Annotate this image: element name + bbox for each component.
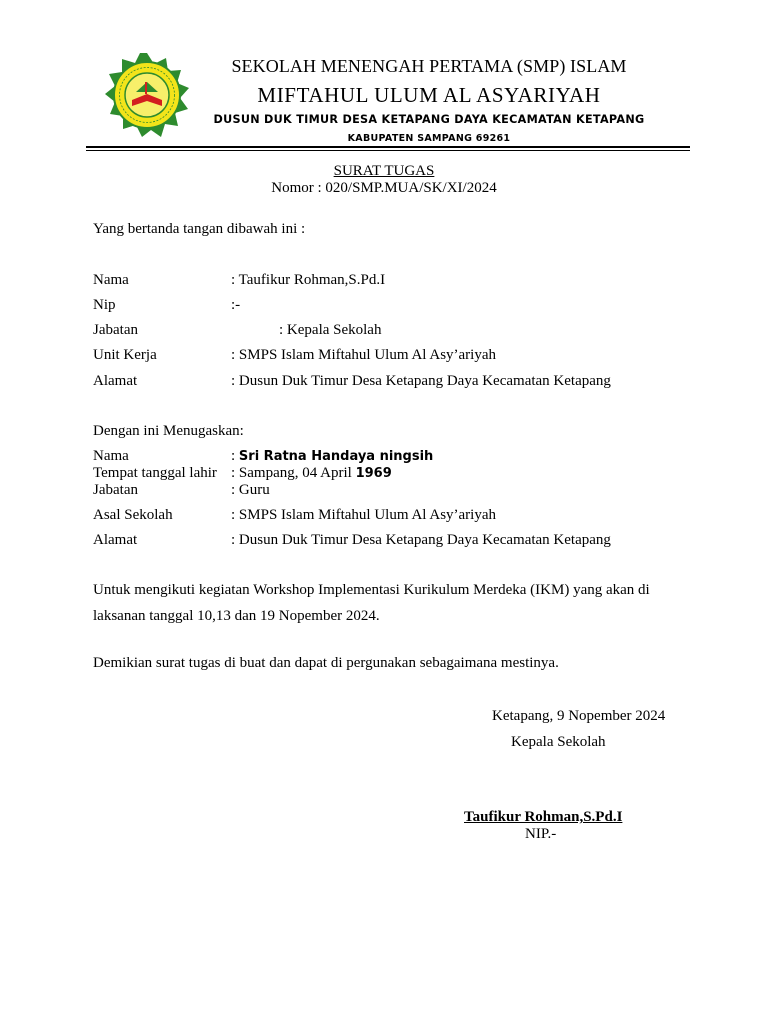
header-divider-thin [86, 150, 690, 151]
assignee-name-text: Sri Ratna Handaya ningsih [238, 449, 434, 464]
signer-unit-label: Unit Kerja [93, 347, 157, 363]
assign-intro-text: Dengan ini Menugaskan: [93, 423, 244, 439]
signer-position-label: Jabatan [93, 322, 138, 338]
assignee-school-value: : SMPS Islam Miftahul Ulum Al Asy’ariyah [231, 507, 497, 523]
school-address-line: DUSUN DUK TIMUR DESA KETAPANG DAYA KECAMATAN KETAPANG [213, 113, 645, 126]
letter-title: SURAT TUGAS [333, 163, 435, 179]
signer-unit-value: : SMPS Islam Miftahul Ulum Al Asy’ariyah [231, 347, 497, 363]
signer-nip: NIP.- [525, 826, 557, 842]
purpose-line-2: laksanan tanggal 10,13 dan 19 Nopember 2024. [93, 608, 380, 624]
signer-name: Taufikur Rohman,S.Pd.I [464, 809, 623, 825]
header-divider-thick [86, 146, 690, 148]
assignee-address-value: : Dusun Duk Timur Desa Ketapang Daya Kecamatan Ketapang [231, 532, 611, 548]
signer-address-value: : Dusun Duk Timur Desa Ketapang Daya Kecamatan Ketapang [231, 373, 611, 389]
school-type-heading: SEKOLAH MENENGAH PERTAMA (SMP) ISLAM [231, 56, 627, 76]
signer-nip-value: :- [231, 297, 241, 313]
intro-text: Yang bertanda tangan dibawah ini : [93, 221, 306, 237]
letter-number: Nomor : 020/SMP.MUA/SK/XI/2024 [271, 180, 497, 196]
assignee-birth-year: 1969 [355, 466, 392, 481]
assignee-position-label: Jabatan [93, 482, 138, 498]
place-date: Ketapang, 9 Nopember 2024 [492, 708, 666, 724]
purpose-line-1: Untuk mengikuti kegiatan Workshop Implementasi Kurikulum Merdeka (IKM) yang akan di [93, 582, 650, 598]
school-seal-icon [104, 52, 190, 138]
signer-nip-label: Nip [93, 297, 116, 313]
assignee-name-label: Nama [93, 448, 129, 464]
assignee-birth-label: Tempat tanggal lahir [93, 465, 217, 481]
signer-name-label: Nama [93, 272, 129, 288]
school-name-heading: MIFTAHUL ULUM AL ASYARIYAH [257, 83, 601, 107]
assignee-school-label: Asal Sekolah [93, 507, 173, 523]
closing-text: Demikian surat tugas di buat dan dapat di pergunakan sebagaimana mestinya. [93, 655, 559, 671]
signer-position-value: : Kepala Sekolah [279, 322, 382, 338]
signer-title: Kepala Sekolah [511, 734, 606, 750]
signer-name-value: : Taufikur Rohman,S.Pd.I [231, 272, 386, 288]
school-regency-line: KABUPATEN SAMPANG 69261 [347, 133, 511, 144]
assignee-position-value: : Guru [231, 482, 270, 498]
assignee-birth-value: : Sampang, 04 April 1969 [231, 465, 392, 481]
signer-address-label: Alamat [93, 373, 138, 389]
assignee-name-value: : Sri Ratna Handaya ningsih [231, 448, 434, 464]
assignee-address-label: Alamat [93, 532, 138, 548]
